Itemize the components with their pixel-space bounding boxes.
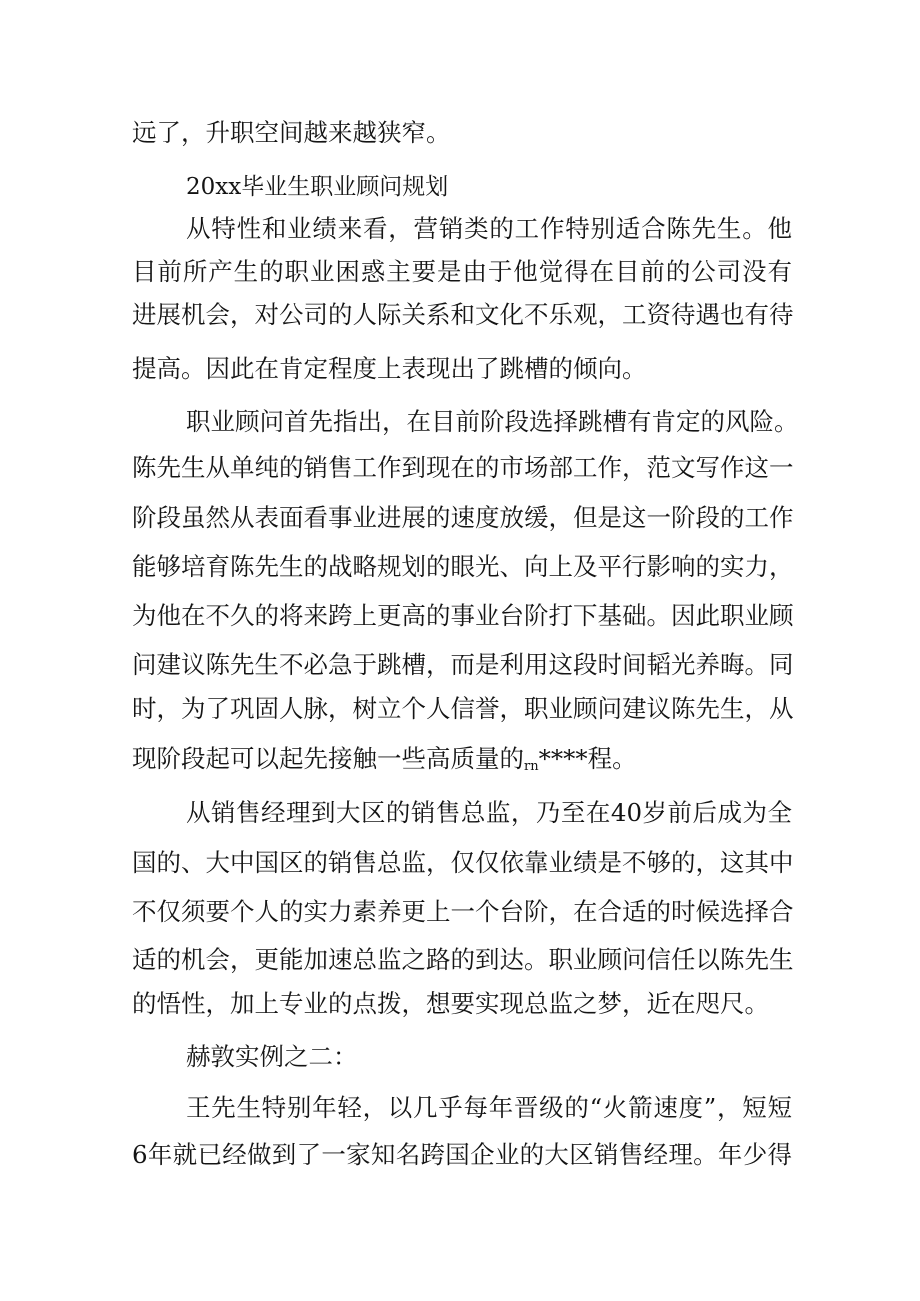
paragraph-line: 能够培育陈先生的战略规划的眼光、向上及平行影响的实力， [132,552,794,581]
paragraph-line: 进展机会，对公司的人际关系和文化不乐观，工资待遇也有待 [132,300,794,329]
subscript-text: rn [524,759,539,774]
paragraph-text: ****程。 [538,744,637,773]
paragraph-line: 的悟性，加上专业的点拨，想要实现总监之梦，近在咫尺。 [132,989,769,1018]
paragraph-line: 从特性和业绩来看，营销类的工作特别适合陈先生。他 [186,214,792,243]
paragraph-line: 6年就已经做到了一家知名跨国企业的大区销售经理。年少得 [132,1140,792,1169]
paragraph-line [132,742,792,776]
paragraph-line: 职业顾问首先指出，在目前阶段选择跳槽有肯定的风险。 [186,407,799,436]
paragraph-line: 目前所产生的职业困惑主要是由于他觉得在目前的公司没有 [132,257,792,286]
paragraph-line: 远了，升职空间越来越狭窄。 [132,118,451,147]
paragraph-line: 从销售经理到大区的销售总监，乃至在40岁前后成为全 [186,798,792,827]
paragraph-line: 王先生特别年轻，以几乎每年晋级的“火箭速度”，短短 [186,1093,792,1122]
paragraph-line: 问建议陈先生不必急于跳槽，而是利用这段时间韬光养晦。同 [132,650,794,679]
paragraph-line: 为他在不久的将来跨上更高的事业台阶打下基础。因此职业顾 [132,601,794,630]
paragraph-line: 不仅须要个人的实力素养更上一个台阶，在合适的时候选择合 [132,897,794,926]
paragraph-text: 现阶段起可以起先接触一些高质量的 [132,744,524,773]
paragraph-line: 时，为了巩固人脉，树立个人信誉，职业顾问建议陈先生，从 [132,694,794,723]
paragraph-line: 阶段虽然从表面看事业进展的速度放缓，但是这一阶段的工作 [132,503,794,532]
paragraph-line: 陈先生从单纯的销售工作到现在的市场部工作，范文写作这一 [132,453,794,482]
paragraph-line: 国的、大中国区的销售总监，仅仅依靠业绩是不够的，这其中 [132,848,794,877]
paragraph-line: 提高。因此在肯定程度上表现出了跳槽的倾向。 [132,354,647,383]
section-heading: 赫敦实例之二： [186,1042,358,1071]
paragraph-line: 适的机会，更能加速总监之路的到达。职业顾问信任以陈先生 [132,945,794,974]
section-heading: 20xx毕业生职业顾问规划 [186,174,449,200]
